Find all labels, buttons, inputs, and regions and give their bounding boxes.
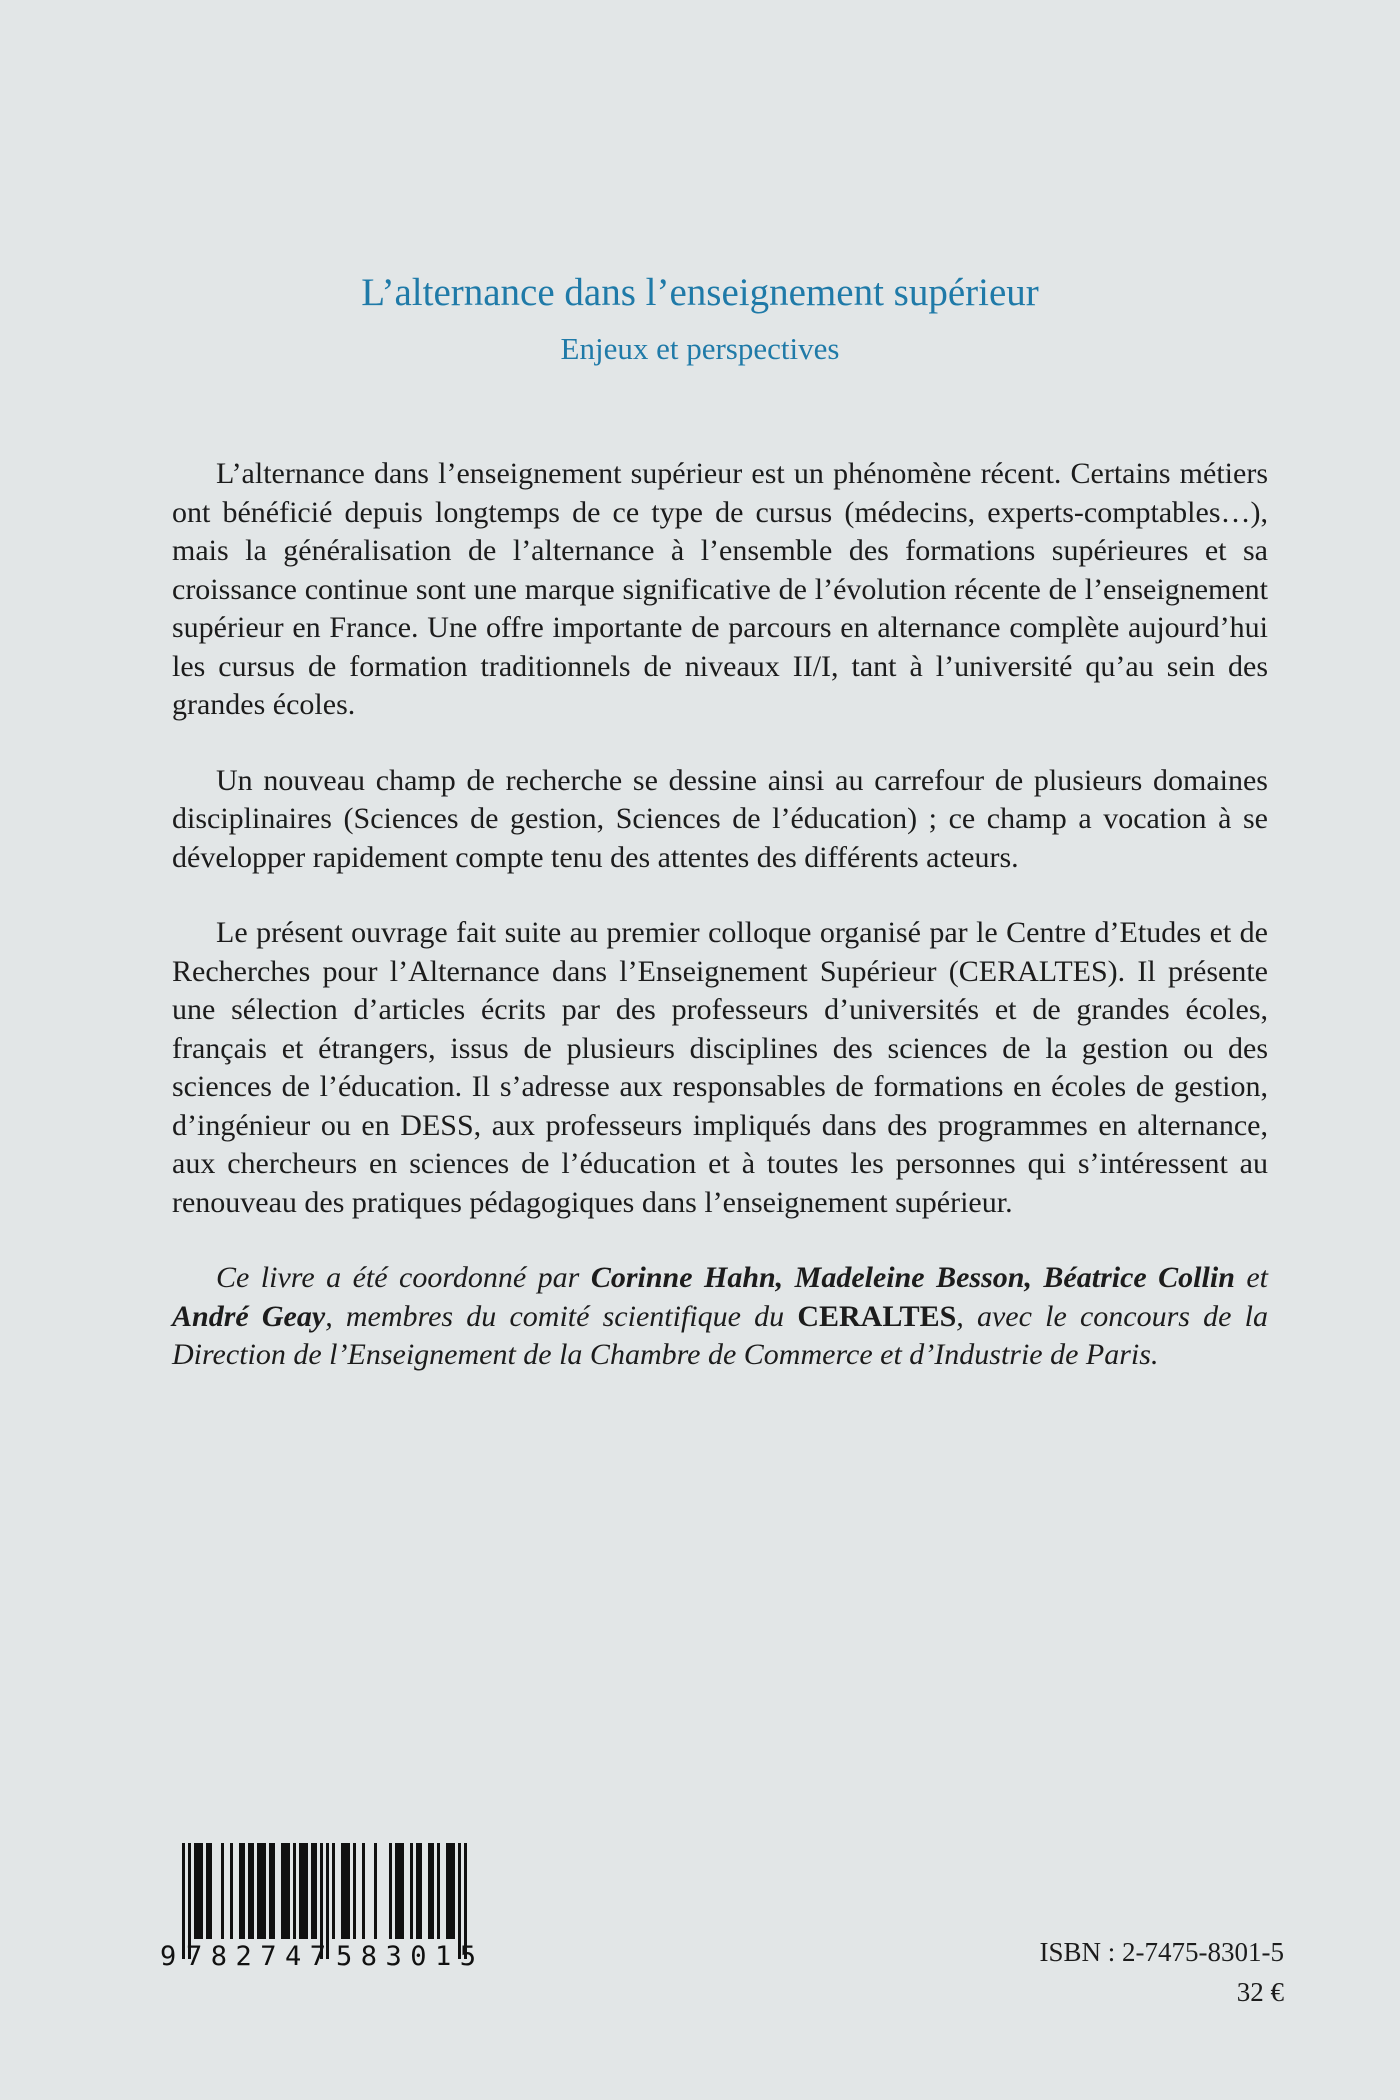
barcode-bar xyxy=(293,1843,296,1939)
isbn: ISBN : 2-7475-8301-5 xyxy=(1039,1937,1284,1967)
barcode-bar xyxy=(332,1843,335,1939)
barcode-bar xyxy=(194,1843,203,1939)
credits-intro: Ce livre a été coordonné par xyxy=(216,1261,580,1294)
credits-editors: Corinne Hahn, Madeleine Besson, Béatrice Collin xyxy=(590,1261,1235,1294)
paragraph: L’alternance dans l’enseignement supérieur est un phénomène récent. Certains métiers ont bénéficié depuis longtemps de ce type de cursus (médecins, experts-comptables…), mais la généralisation de l’alternance à l’ensemble des formations supérieures et sa croissance continue sont une marque significative de l’évolution récente de l’enseignement supérieur en France. Une offre importante de parcours en alternance complète aujourd’hui les cursus de formation traditionnels de niveaux II/I, tant à l’université qu’au sein des grandes écoles. xyxy=(172,457,1268,721)
barcode-bar xyxy=(410,1843,413,1939)
barcode-bar xyxy=(239,1843,245,1939)
barcode-bar xyxy=(257,1843,266,1939)
barcode xyxy=(160,1843,490,1968)
barcode-guard-bar xyxy=(182,1843,185,1959)
title-block xyxy=(0,270,1400,367)
price: 32 € xyxy=(1236,1977,1284,2007)
paragraph: Le présent ouvrage fait suite au premier colloque organisé par le Centre d’Etudes et de Recherches pour l’Alternance dans l’Enseignement Supérieur (CERALTES). Il présente une sélection d’articles écrits par des professeurs d’universités et de grandes écoles, français et étrangers, issus de plusieurs disciplines des sciences de la gestion ou des sciences de l’éducation. Il s’adresse aux responsables de formations en écoles de gestion, d’ingénieur ou en DESS, aux professeurs impliqués dans des programmes en alternance, aux chercheurs en sciences de l’éducation et à toutes les personnes qui s’intéressent au renouveau des pratiques pédagogiques dans l’enseignement supérieur. xyxy=(172,916,1268,1219)
barcode-graphic xyxy=(160,1843,490,1968)
credits-org: CERALTES xyxy=(797,1299,957,1333)
credits-middle: , membres du comité scientifique du xyxy=(325,1299,785,1333)
barcode-bar xyxy=(341,1843,350,1939)
barcode-bar xyxy=(395,1843,404,1939)
barcode-bar xyxy=(299,1843,308,1939)
credits-conj: et xyxy=(1246,1261,1268,1294)
barcode-guard-bar xyxy=(326,1843,329,1959)
barcode-bar xyxy=(230,1843,233,1939)
credits-end: , avec le concours de la Direction de l’Enseignement de la Chambre de Commerce et d’Industrie de Paris. xyxy=(172,1299,1269,1371)
barcode-bar xyxy=(206,1843,212,1939)
barcode-bar xyxy=(281,1843,290,1939)
barcode-bar xyxy=(248,1843,254,1939)
barcode-bar xyxy=(446,1843,455,1939)
barcode-bar xyxy=(374,1843,377,1939)
barcode-right-digits: 583015 xyxy=(336,1941,476,1968)
book-title: L’alternance dans l’enseignement supérieur xyxy=(361,271,1039,314)
barcode-left-digits: 782747 xyxy=(186,1941,326,1968)
barcode-bar xyxy=(389,1843,392,1939)
barcode-first-digit: 9 xyxy=(160,1941,177,1968)
barcode-bar xyxy=(221,1843,224,1939)
credits-editor-last: André Geay xyxy=(172,1299,326,1333)
barcode-bar xyxy=(362,1843,365,1939)
barcode-bar xyxy=(353,1843,356,1939)
barcode-bar xyxy=(311,1843,317,1939)
paragraph: Un nouveau champ de recherche se dessine ainsi au carrefour de plusieurs domaines disciplinaires (Sciences de gestion, Sciences de l’éducation) ; ce champ a vocation à se développer rapidement compte tenu des attentes des différents acteurs. xyxy=(172,763,1268,874)
back-cover-text xyxy=(172,455,1268,1412)
book-subtitle: Enjeux et perspectives xyxy=(560,330,840,366)
barcode-bar xyxy=(416,1843,422,1939)
barcode-bar xyxy=(437,1843,440,1939)
barcode-bar xyxy=(269,1843,275,1939)
barcode-bar xyxy=(428,1843,434,1939)
credits-paragraph xyxy=(172,1259,1268,1375)
